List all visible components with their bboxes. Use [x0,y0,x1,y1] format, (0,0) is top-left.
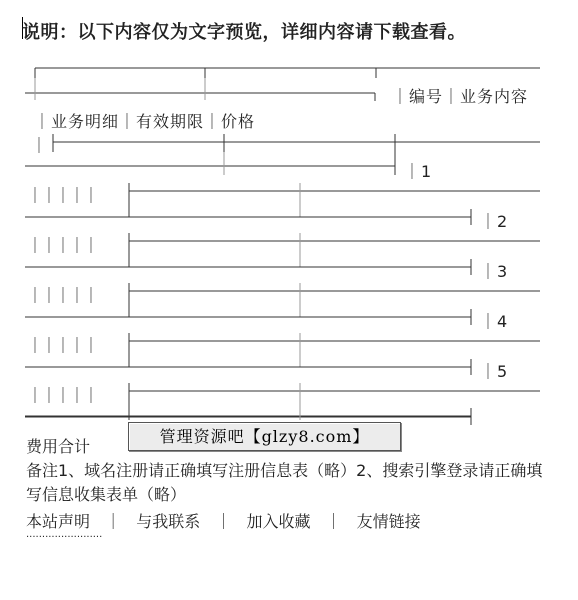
row-pipes-4: ｜｜｜｜｜ [27,336,98,355]
row-number-1: ｜1 [404,162,433,181]
footer-separator: ｜ [215,512,232,531]
row-number-5: ｜5 [480,362,509,381]
footer-link-disclaimer[interactable]: 本站声明 [26,512,91,531]
row-pipes-2: ｜｜｜｜｜ [27,236,98,255]
watermark-stamp: 管理资源吧【glzy8.com】 [128,422,401,451]
row-number-2: ｜2 [480,212,509,231]
footer-link-contact[interactable]: 与我联系 [136,512,201,531]
footer-separator: ｜ [105,512,122,531]
footer-separator: ｜ [325,512,342,531]
left-pipe: ｜ [31,136,49,155]
footer-link-friends[interactable]: 友情链接 [356,512,421,531]
remarks-text: 备注1、域名注册请正确填写注册信息表（略）2、搜索引擎登录请正确填写信息收集表单（略） [26,461,543,504]
fee-total-label: 费用合计 [26,437,91,456]
dotted-leader: ························ [26,532,103,543]
row-number-4: ｜4 [480,312,509,331]
header-columns: ｜业务明细｜有效期限｜价格 [34,112,256,131]
row-number-3: ｜3 [480,262,509,281]
footer-links [26,509,421,532]
row-pipes-1: ｜｜｜｜｜ [27,186,98,205]
footer-link-bookmark[interactable]: 加入收藏 [246,512,311,531]
row-pipes-5: ｜｜｜｜｜ [27,386,98,405]
row-pipes-3: ｜｜｜｜｜ [27,286,98,305]
preview-notice: 说明：以下内容仅为文字预览，详细内容请下载查看。 [22,22,466,43]
header-tail: ｜编号｜业务内容 [392,87,529,106]
